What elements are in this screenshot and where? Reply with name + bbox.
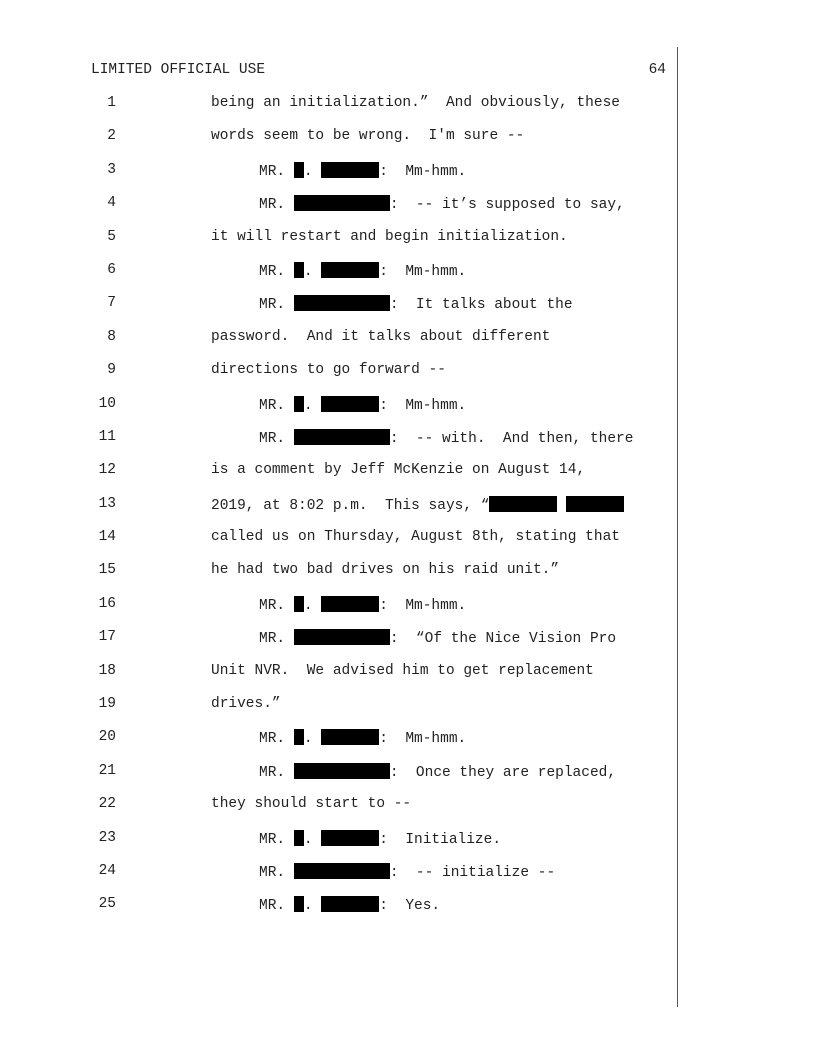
text-segment: called us on Thursday, August 8th, stating that bbox=[211, 529, 620, 546]
transcript-line bbox=[0, 496, 816, 529]
text-segment: . bbox=[303, 898, 322, 915]
transcript-line bbox=[0, 195, 816, 228]
text-segment: : “Of the Nice Vision Pro bbox=[389, 631, 617, 648]
line-number: 1 bbox=[107, 95, 116, 111]
line-number: 14 bbox=[98, 529, 116, 546]
line-number: 22 bbox=[98, 796, 116, 813]
transcript-line bbox=[0, 95, 816, 128]
text-segment: it will restart and begin initialization. bbox=[211, 228, 568, 245]
classification-header: LIMITED OFFICIAL USE bbox=[91, 62, 266, 78]
text-segment: they should start to -- bbox=[211, 796, 412, 813]
redaction-block bbox=[294, 830, 304, 846]
text-segment: . bbox=[303, 731, 322, 748]
transcript-line bbox=[0, 262, 816, 295]
redaction-block bbox=[294, 896, 304, 912]
text-segment: . bbox=[303, 831, 322, 848]
line-text bbox=[211, 663, 594, 680]
transcript-line bbox=[0, 729, 816, 762]
line-text bbox=[211, 529, 620, 546]
transcript-line bbox=[0, 596, 816, 629]
text-segment: password. And it talks about different bbox=[211, 328, 551, 345]
transcript-line bbox=[0, 629, 816, 662]
line-number: 10 bbox=[98, 395, 116, 412]
line-text bbox=[259, 162, 466, 181]
line-text bbox=[211, 562, 559, 579]
text-segment bbox=[557, 498, 566, 514]
redaction-block bbox=[321, 830, 379, 846]
text-segment: MR. bbox=[259, 898, 294, 915]
line-text bbox=[211, 696, 281, 713]
line-text bbox=[259, 863, 555, 882]
text-segment: : -- with. And then, there bbox=[389, 430, 634, 447]
text-segment: : Once they are replaced, bbox=[389, 764, 617, 781]
line-text bbox=[259, 896, 440, 915]
transcript-line bbox=[0, 863, 816, 896]
transcript-line bbox=[0, 696, 816, 729]
redaction-block bbox=[321, 896, 379, 912]
line-text bbox=[259, 729, 466, 748]
text-segment: being an initialization.” And obviously, these bbox=[211, 95, 620, 111]
line-number: 15 bbox=[98, 562, 116, 579]
text-segment: MR. bbox=[259, 731, 294, 748]
redaction-block bbox=[294, 295, 390, 311]
transcript-line bbox=[0, 295, 816, 328]
text-segment: . bbox=[303, 263, 322, 280]
text-segment: 2019, at 8:02 p.m. This says, “ bbox=[211, 497, 490, 514]
transcript-line bbox=[0, 362, 816, 395]
text-segment: : Mm-hmm. bbox=[379, 731, 467, 748]
redaction-block bbox=[321, 262, 379, 278]
text-segment: MR. bbox=[259, 297, 294, 314]
redaction-block bbox=[566, 496, 624, 512]
line-number: 7 bbox=[107, 295, 116, 312]
text-segment: Unit NVR. We advised him to get replacement bbox=[211, 662, 594, 679]
text-segment: drives.” bbox=[211, 696, 281, 713]
text-segment: MR. bbox=[259, 764, 294, 781]
text-segment: : Mm-hmm. bbox=[379, 263, 467, 280]
line-number: 19 bbox=[98, 696, 116, 713]
line-number: 2 bbox=[107, 128, 116, 145]
line-number: 24 bbox=[98, 862, 116, 879]
redaction-block bbox=[294, 396, 304, 412]
text-segment: MR. bbox=[259, 597, 294, 614]
text-segment: words seem to be wrong. I'm sure -- bbox=[211, 128, 525, 145]
redaction-block bbox=[489, 496, 557, 512]
redaction-block bbox=[294, 162, 304, 178]
redaction-block bbox=[294, 429, 390, 445]
line-text bbox=[211, 462, 585, 479]
transcript-line bbox=[0, 229, 816, 262]
redaction-block bbox=[294, 729, 304, 745]
text-segment: : Initialize. bbox=[379, 831, 502, 848]
text-segment: MR. bbox=[259, 397, 294, 414]
text-segment: : Mm-hmm. bbox=[379, 163, 467, 180]
line-number: 18 bbox=[98, 662, 116, 679]
line-text bbox=[259, 830, 501, 849]
transcript-line bbox=[0, 128, 816, 161]
redaction-block bbox=[321, 396, 379, 412]
text-segment: MR. bbox=[259, 631, 294, 648]
line-number: 9 bbox=[107, 362, 116, 379]
text-segment: : Mm-hmm. bbox=[379, 397, 467, 414]
text-segment: directions to go forward -- bbox=[211, 362, 446, 379]
redaction-block bbox=[294, 629, 390, 645]
transcript-line bbox=[0, 462, 816, 495]
line-text bbox=[211, 95, 620, 112]
text-segment: : -- it’s supposed to say, bbox=[389, 197, 625, 214]
text-segment: : It talks about the bbox=[389, 297, 573, 314]
line-number: 25 bbox=[98, 896, 116, 913]
text-segment: : Mm-hmm. bbox=[379, 597, 467, 614]
text-segment: : Yes. bbox=[379, 898, 441, 915]
redaction-block bbox=[294, 596, 304, 612]
redaction-block bbox=[321, 729, 379, 745]
line-number: 5 bbox=[107, 228, 116, 245]
transcript-line bbox=[0, 896, 816, 929]
transcript-line bbox=[0, 429, 816, 462]
redaction-block bbox=[294, 763, 390, 779]
transcript-line bbox=[0, 162, 816, 195]
text-segment: . bbox=[303, 163, 322, 180]
line-number: 20 bbox=[98, 729, 116, 746]
line-text bbox=[211, 128, 524, 145]
line-text bbox=[211, 329, 550, 346]
transcript-line bbox=[0, 396, 816, 429]
line-text bbox=[259, 763, 616, 782]
transcript-line bbox=[0, 830, 816, 863]
page-number: 64 bbox=[648, 62, 666, 78]
line-number: 16 bbox=[98, 595, 116, 612]
redaction-block bbox=[294, 863, 390, 879]
redaction-block bbox=[294, 195, 390, 211]
line-number: 3 bbox=[107, 161, 116, 178]
line-text bbox=[259, 396, 466, 415]
line-number: 12 bbox=[98, 462, 116, 479]
text-segment: MR. bbox=[259, 430, 294, 447]
line-text bbox=[211, 796, 411, 813]
text-segment: MR. bbox=[259, 263, 294, 280]
line-text bbox=[259, 629, 616, 648]
line-number: 17 bbox=[98, 629, 116, 646]
line-number: 13 bbox=[98, 495, 116, 512]
line-text bbox=[259, 596, 466, 615]
redaction-block bbox=[321, 596, 379, 612]
text-segment: MR. bbox=[259, 163, 294, 180]
transcript-line bbox=[0, 562, 816, 595]
line-text bbox=[211, 496, 624, 515]
transcript-line bbox=[0, 329, 816, 362]
line-text bbox=[259, 262, 466, 281]
text-segment: MR. bbox=[259, 831, 294, 848]
transcript-line bbox=[0, 529, 816, 562]
line-number: 23 bbox=[98, 829, 116, 846]
transcript-line bbox=[0, 796, 816, 829]
line-text bbox=[211, 229, 568, 246]
text-segment: : -- initialize -- bbox=[389, 864, 556, 881]
line-number: 4 bbox=[107, 195, 116, 212]
line-text bbox=[259, 295, 573, 314]
text-segment: he had two bad drives on his raid unit.” bbox=[211, 562, 560, 579]
text-segment: is a comment by Jeff McKenzie on August 14, bbox=[211, 462, 586, 479]
text-segment: MR. bbox=[259, 864, 294, 881]
line-text bbox=[211, 362, 446, 379]
transcript-line bbox=[0, 763, 816, 796]
line-number: 8 bbox=[107, 328, 116, 345]
redaction-block bbox=[294, 262, 304, 278]
line-number: 21 bbox=[98, 762, 116, 779]
transcript-lines bbox=[0, 95, 816, 930]
text-segment: MR. bbox=[259, 197, 294, 214]
line-text bbox=[259, 195, 625, 214]
redaction-block bbox=[321, 162, 379, 178]
line-number: 11 bbox=[98, 428, 116, 445]
text-segment: . bbox=[303, 597, 322, 614]
transcript-line bbox=[0, 663, 816, 696]
line-number: 6 bbox=[107, 261, 116, 278]
text-segment: . bbox=[303, 397, 322, 414]
line-text bbox=[259, 429, 633, 448]
